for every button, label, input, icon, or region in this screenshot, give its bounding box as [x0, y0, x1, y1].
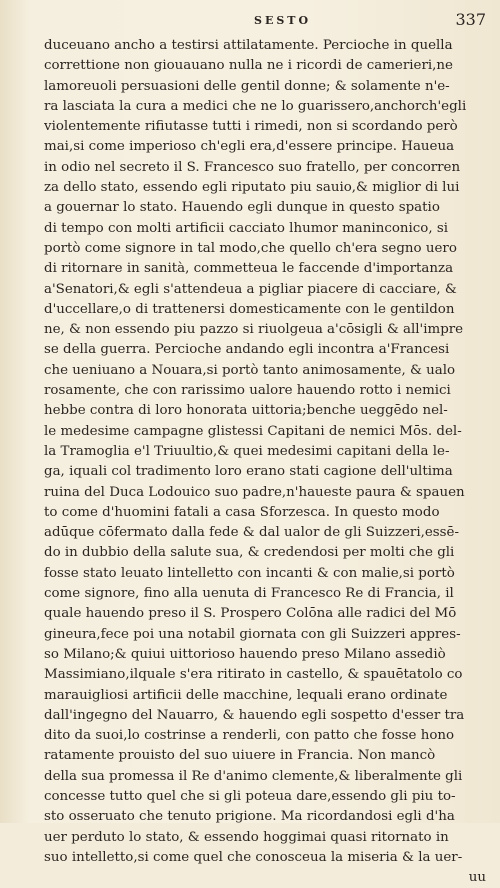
text-line: in odio nel secreto il S. Francesco suo fratello, per concorren	[44, 159, 461, 175]
body-text	[44, 36, 496, 888]
text-line: adūque cōfermato dalla fede & dal ualor de gli Suizzeri,essē-	[44, 525, 459, 541]
text-line: quale hauendo preso il S. Prospero Colōna alle radici del Mō	[44, 606, 457, 622]
text-line: d'uccellare,o di trattenersi domesticamente con le gentildon	[44, 301, 455, 317]
text-line: ratamente prouisto del suo uiuere in Francia. Non mancò	[44, 748, 436, 764]
text-line: uer perduto lo stato, & essendo hoggimai quasi ritornato in	[44, 829, 449, 845]
text-line: ra lasciata la cura a medici che ne lo guarissero,anchorch'egli	[44, 98, 467, 114]
text-line: della sua promessa il Re d'animo clemente,& liberalmente gli	[44, 768, 463, 784]
text-line: rosamente, che con rarissimo ualore hauendo rotto i nemici	[44, 383, 451, 399]
text-line: a'Senatori,& egli s'attendeua a pigliar piacere di cacciare, &	[44, 281, 457, 297]
text-line: concesse tutto quel che si gli poteua dare,essendo gli piu to-	[44, 788, 456, 804]
text-line: lamoreuoli persuasioni delle gentil donne; & solamente n'e-	[44, 78, 450, 94]
text-line: che ueniuano a Nouara,si portò tanto animosamente, & ualo	[44, 362, 456, 378]
text-line: ga, iquali col tradimento loro erano stati cagione dell'ultima	[44, 464, 453, 480]
text-line: di tempo con molti artificii cacciato lhumor maninconico, si	[44, 220, 449, 236]
text-line: gineura,fece poi una notabil giornata con gli Suizzeri appres-	[44, 626, 461, 642]
text-line: so Milano;& quiui uittorioso hauendo preso Milano assediò	[44, 646, 446, 662]
text-line: come signore, fino alla uenuta di Francesco Re di Francia, il	[44, 586, 454, 602]
text-line: marauigliosi artificii delle macchine, lequali erano ordinate	[44, 687, 448, 703]
text-line: portò come signore in tal modo,che quello ch'era segno uero	[44, 240, 457, 256]
text-line: suo intelletto,si come quel che conosceua la miseria & la uer-	[44, 849, 463, 865]
text-line: Massimiano,ilquale s'era ritirato in castello, & spauētatolo co	[44, 667, 463, 683]
catchword: uu	[468, 870, 486, 886]
text-line: sto osseruato che tenuto prigione. Ma ricordandosi egli d'ha	[44, 809, 455, 825]
text-line: za dello stato, essendo egli riputato piu sauio,& miglior di lui	[44, 180, 460, 196]
page-number: 337	[455, 10, 486, 29]
running-title: SESTO	[254, 14, 312, 27]
text-line: dall'ingegno del Nauarro, & hauendo egli sospetto d'esser tra	[44, 707, 465, 723]
text-line: fosse stato leuato lintelletto con incanti & con malie,si portò	[44, 565, 455, 581]
text-line: duceuano ancho a testirsi attilatamente. Percioche in quella	[44, 38, 453, 53]
text-line: correttione non giouauano nulla ne i ricordi de camerieri,ne	[44, 58, 453, 74]
text-line: la Tramoglia e'l Triuultio,& quei medesimi capitani della le-	[44, 443, 450, 459]
text-line: hebbe contra di loro honorata uittoria;benche ueggēdo nel-	[44, 403, 448, 419]
text-line: di ritornare in sanità, commetteua le faccende d'importanza	[44, 261, 454, 277]
text-line: ne, & non essendo piu pazzo si riuolgeua a'cōsigli & all'impre	[44, 322, 464, 338]
text-line: violentemente rifiutasse tutti i rimedi, non si scordando però	[44, 119, 458, 135]
text-line: a gouernar lo stato. Hauendo egli dunque in questo spatio	[44, 200, 440, 216]
text-line: mai,si come imperioso ch'egli era,d'essere principe. Haueua	[44, 139, 455, 155]
text-line: to come d'huomini fatali a casa Sforzesca. In questo modo	[44, 504, 440, 520]
text-line: do in dubbio della salute sua, & credendosi per molti che gli	[44, 545, 455, 561]
text-line: dito da suoi,lo costrinse a renderli, con patto che fosse hono	[44, 728, 455, 744]
text-line: se della guerra. Percioche andando egli incontra a'Francesi	[44, 342, 450, 358]
text-line: le medesime campagne glistessi Capitani de nemici Mōs. del-	[44, 423, 462, 439]
page-header	[46, 10, 486, 32]
text-line: ruina del Duca Lodouico suo padre,n'haueste paura & spauen	[44, 484, 465, 500]
